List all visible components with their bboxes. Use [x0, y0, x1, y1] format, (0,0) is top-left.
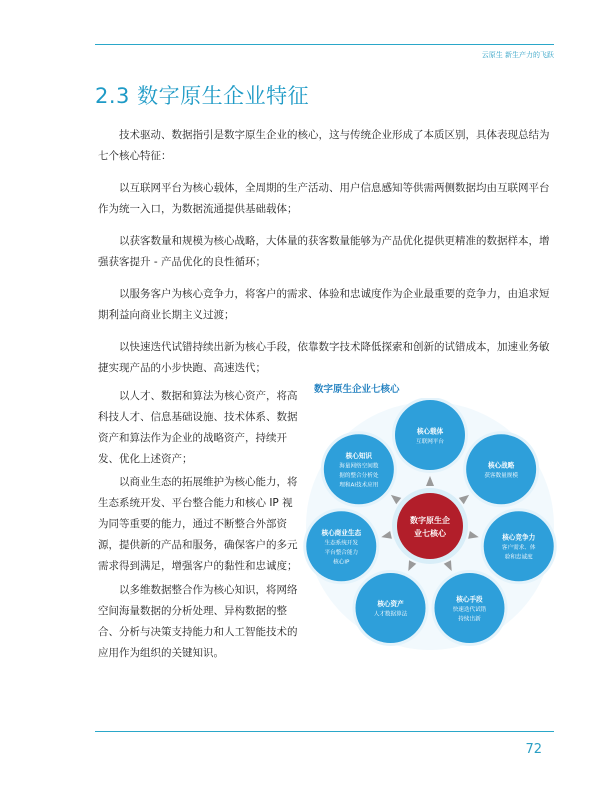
- core-node-text: 持续出新: [458, 616, 481, 623]
- header-rule: [95, 44, 554, 45]
- core-node-text: 人才数据算法: [373, 611, 408, 618]
- core-node-title: 核心载体: [416, 427, 444, 436]
- core-node-text: 理和AI技术应用: [339, 482, 379, 489]
- figure-title: 数字原生企业七核心: [314, 384, 400, 395]
- core-node-text: 平台整合能力: [324, 549, 359, 556]
- header-tag: 云原生 新生产力的飞跃: [481, 51, 554, 59]
- page-number: 72: [525, 742, 542, 757]
- core-node-text: 互联网平台: [416, 438, 444, 445]
- core-node-title: 核心知识: [345, 452, 373, 461]
- core-node-text: 核心IP: [333, 559, 350, 566]
- core-node-title: 核心资产: [377, 600, 404, 609]
- paragraph-feature-1: 以互联网平台为核心载体，全周期的生产活动、用户信息感知等供需两侧数据均由互联网平台作为统一入口，为数据流通提供基础载体；: [98, 182, 550, 215]
- paragraph-intro: 技术驱动、数据指引是数字原生企业的核心，这与传统企业形成了本质区别，具体表现总结为七个核心特征：: [98, 129, 550, 162]
- core-node-text: 快速迭代试错: [452, 606, 487, 613]
- core-node-text: 验和忠诚度: [504, 554, 533, 561]
- core-node-text: 海量网络空间数: [339, 463, 379, 470]
- core-node-title: 核心战略: [487, 461, 515, 470]
- paragraph-feature-5: 以人才、数据和算法为核心资产，将高科技人才、信息基础设施、技术体系、数据资产和算法作为企业的战略资产，持续开发、优化上述资产；: [98, 390, 298, 465]
- paragraph-feature-3: 以服务客户为核心竞争力，将客户的需求、体验和忠诚度作为企业最重要的竞争力，由追求短期利益向商业长期主义过渡；: [98, 288, 550, 321]
- core-node-text: 生态系统开发: [324, 540, 359, 547]
- center-circle: [397, 493, 463, 559]
- core-node-title: 核心竞争力: [502, 533, 536, 542]
- core-node-title: 核心商业生态: [321, 528, 362, 537]
- core-node-title: 核心手段: [456, 595, 483, 604]
- core-node-text: 客户需求、体: [501, 545, 536, 552]
- center-text-line-1: 数字原生企: [410, 516, 450, 525]
- core-node-text: 获客数量规模: [484, 473, 518, 480]
- paragraph-feature-6: 以商业生态的拓展维护为核心能力，将生态系统开发、平台整合能力和核心 IP 视为同等重要的能力，通过不断整合外部资源，提供新的产品和服务，确保客户的多元需求得到满足，增强客户的黏性和忠诚度；: [98, 476, 298, 572]
- footer-rule: [95, 731, 554, 732]
- paragraph-feature-4: 以快速迭代试错持续出新为核心手段，依靠数字技术降低探索和创新的试错成本，加速业务敏捷实现产品的小步快跑、高速迭代；: [98, 341, 550, 374]
- center-text-line-2: 业七核心: [414, 529, 446, 538]
- paragraph-feature-2: 以获客数量和规模为核心战略，大体量的获客数量能够为产品优化提供更精准的数据样本，增强获客提升 - 产品优化的良性循环；: [98, 235, 550, 268]
- seven-core-diagram: [302, 398, 562, 698]
- core-node-text: 据的整合分析处: [339, 473, 379, 480]
- paragraph-feature-7: 以多维数据整合作为核心知识，将网络空间海量数据的分析处理、异构数据的整合、分析与决策支持能力和人工智能技术的应用作为组织的关键知识。: [98, 584, 298, 659]
- section-title: 2.3 数字原生企业特征: [95, 84, 310, 108]
